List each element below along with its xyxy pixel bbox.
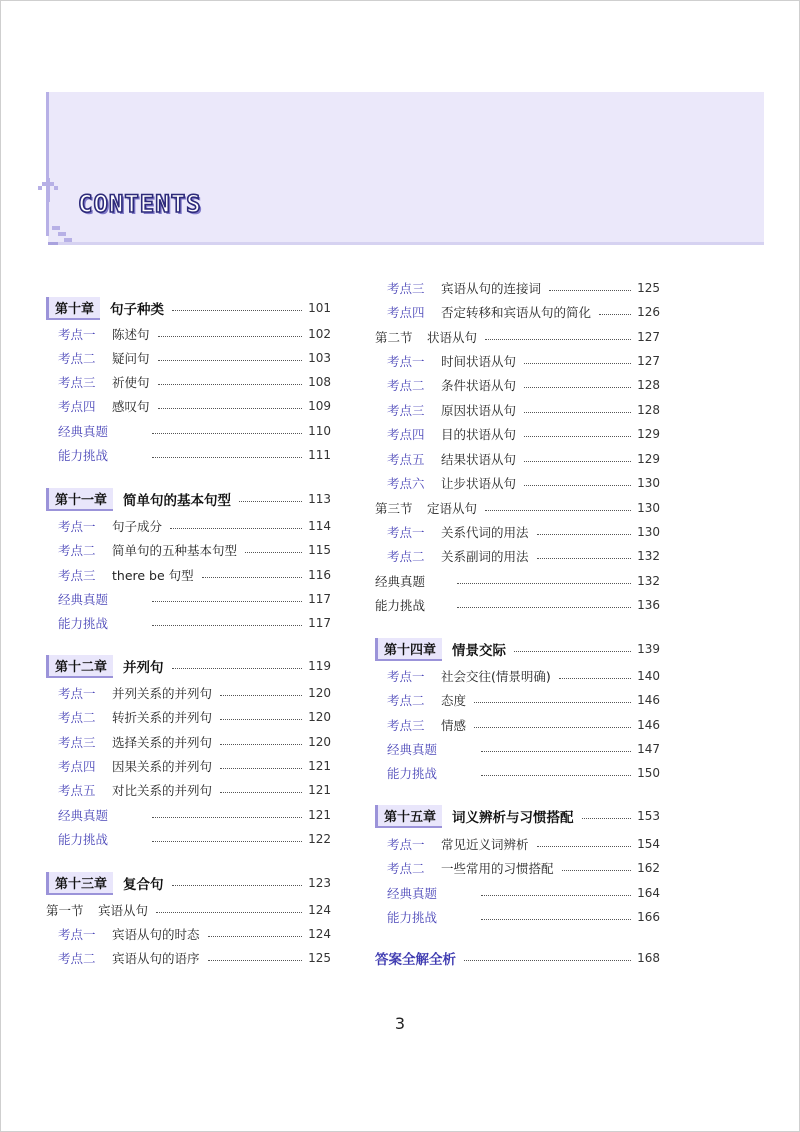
section-label: 经典真题 (58, 592, 109, 607)
dot-leader (172, 885, 303, 886)
page-number: 120 (308, 686, 331, 700)
dot-leader (239, 501, 302, 502)
page-number: 153 (637, 809, 660, 823)
toc-row[interactable] (46, 589, 331, 609)
chapter-title: 情景交际 (452, 643, 507, 659)
contents-title: CONTENTS (78, 190, 202, 218)
dot-leader (485, 339, 631, 340)
page-number: 114 (308, 519, 331, 533)
section-heading: 第一节 (46, 903, 84, 918)
page-number: 117 (308, 616, 331, 630)
toc-row[interactable] (46, 445, 331, 465)
topic-label: 考点三 (387, 718, 425, 733)
chapter-title: 复合句 (123, 877, 164, 893)
dot-leader (220, 695, 302, 696)
dot-leader (481, 751, 631, 752)
dot-leader (474, 702, 631, 703)
section-heading: 第三节 (375, 501, 413, 516)
toc-row[interactable] (46, 829, 331, 849)
toc-row[interactable] (46, 421, 331, 441)
topic-title: 一些常用的习惯搭配 (441, 861, 554, 876)
dot-leader (156, 912, 302, 913)
topic-label: 考点六 (387, 476, 425, 491)
section-label: 经典真题 (58, 808, 109, 823)
dot-leader (562, 870, 632, 871)
toc-row[interactable] (375, 351, 660, 371)
dot-leader (158, 336, 303, 337)
dot-leader (524, 461, 631, 462)
page-number: 124 (308, 927, 331, 941)
page-number: 140 (637, 669, 660, 683)
chapter-badge: 第十五章 (375, 805, 442, 828)
toc-row[interactable] (375, 400, 660, 420)
topic-title: 宾语从句的语序 (112, 951, 200, 966)
topic-label: 考点四 (387, 427, 425, 442)
topic-label: 考点二 (387, 693, 425, 708)
chapter-badge: 第十一章 (46, 488, 113, 511)
chapter-row[interactable] (46, 656, 331, 676)
chapter-row[interactable] (46, 489, 331, 509)
topic-title: 宾语从句的连接词 (441, 281, 542, 296)
topic-label: 考点三 (387, 403, 425, 418)
toc-row[interactable] (46, 372, 331, 392)
section-heading: 第二节 (375, 330, 413, 345)
dot-leader (474, 727, 631, 728)
page-number: 120 (308, 735, 331, 749)
topic-label: 考点一 (387, 669, 425, 684)
dot-leader (220, 744, 302, 745)
page-number: 136 (637, 598, 660, 612)
dot-leader (245, 552, 302, 553)
topic-label: 考点二 (58, 710, 96, 725)
dot-leader (464, 960, 631, 961)
chapter-title: 简单句的基本句型 (123, 493, 232, 509)
topic-title: 结果状语从句 (441, 452, 517, 467)
dot-leader (220, 792, 302, 793)
toc-row[interactable] (375, 327, 660, 347)
section-title: 宾语从句 (98, 903, 149, 918)
page-number: 130 (637, 476, 660, 490)
topic-title: there be 句型 (112, 568, 194, 583)
page-number: 120 (308, 710, 331, 724)
page-number: 164 (637, 886, 660, 900)
page-number: 147 (637, 742, 660, 756)
toc-row[interactable] (375, 834, 660, 854)
dot-leader (152, 841, 302, 842)
page-number: 110 (308, 424, 331, 438)
page-number: 127 (637, 330, 660, 344)
page-number: 139 (637, 642, 660, 656)
page-number: 125 (637, 281, 660, 295)
section-label: 经典真题 (375, 574, 426, 589)
topic-label: 考点四 (387, 305, 425, 320)
page-number: 130 (637, 501, 660, 515)
section-label: 能力挑战 (58, 832, 109, 847)
toc-row[interactable] (375, 375, 660, 395)
dot-leader (170, 528, 302, 529)
chapter-title: 词义辨析与习惯搭配 (452, 810, 574, 826)
topic-label: 考点一 (58, 686, 96, 701)
dot-leader (172, 310, 302, 311)
topic-title: 对比关系的并列句 (112, 783, 213, 798)
topic-label: 考点四 (58, 399, 96, 414)
dot-leader (537, 558, 632, 559)
page-number: 132 (637, 549, 660, 563)
toc-row[interactable] (46, 324, 331, 344)
toc-row[interactable] (46, 396, 331, 416)
chapter-badge: 第十二章 (46, 655, 113, 678)
topic-title: 并列关系的并列句 (112, 686, 213, 701)
topic-title: 时间状语从句 (441, 354, 517, 369)
dot-leader (202, 577, 302, 578)
dot-leader (582, 818, 632, 819)
dot-leader (481, 775, 631, 776)
dot-leader (158, 360, 303, 361)
topic-title: 关系代词的用法 (441, 525, 529, 540)
chapter-title: 并列句 (123, 660, 164, 676)
dot-leader (172, 668, 303, 669)
toc-row[interactable] (46, 516, 331, 536)
dot-leader (524, 363, 631, 364)
page-number: 130 (637, 525, 660, 539)
toc-right-column (375, 0, 660, 1132)
dot-leader (537, 846, 632, 847)
dot-leader (208, 936, 303, 937)
page-number: 166 (637, 910, 660, 924)
topic-label: 考点三 (58, 735, 96, 750)
section-title: 状语从句 (427, 330, 478, 345)
toc-row[interactable] (46, 924, 331, 944)
toc-row[interactable] (375, 763, 660, 783)
dot-leader (481, 919, 631, 920)
toc-row[interactable] (375, 948, 660, 968)
section-label: 能力挑战 (375, 598, 426, 613)
page-number: 116 (308, 568, 331, 582)
page-number: 154 (637, 837, 660, 851)
toc-row[interactable] (375, 449, 660, 469)
page-number: 127 (637, 354, 660, 368)
page-number: 132 (637, 574, 660, 588)
page-number: 121 (308, 759, 331, 773)
topic-title: 社会交往(情景明确) (441, 669, 551, 684)
toc-row[interactable] (375, 883, 660, 903)
page-number: 113 (308, 492, 331, 506)
section-label: 能力挑战 (387, 766, 438, 781)
topic-title: 简单句的五种基本句型 (112, 543, 238, 558)
topic-title: 目的状语从句 (441, 427, 517, 442)
toc-row[interactable] (375, 907, 660, 927)
page-number: 129 (637, 452, 660, 466)
toc-row[interactable] (46, 540, 331, 560)
toc-row[interactable] (46, 565, 331, 585)
toc-row[interactable] (375, 278, 660, 298)
section-label: 能力挑战 (387, 910, 438, 925)
dot-leader (457, 583, 631, 584)
topic-title: 句子成分 (112, 519, 163, 534)
dot-leader (524, 485, 631, 486)
dot-leader (485, 510, 631, 511)
toc-row[interactable] (375, 690, 660, 710)
toc-row[interactable] (46, 732, 331, 752)
dot-leader (537, 534, 632, 535)
dot-leader (158, 408, 303, 409)
topic-label: 考点五 (58, 783, 96, 798)
toc-row[interactable] (375, 666, 660, 686)
topic-label: 考点二 (58, 351, 96, 366)
page-number: 121 (308, 783, 331, 797)
toc-row[interactable] (46, 900, 331, 920)
page-number: 123 (308, 876, 331, 890)
chapter-badge: 第十三章 (46, 872, 113, 895)
topic-label: 考点一 (58, 327, 96, 342)
chapter-badge: 第十章 (46, 297, 100, 320)
page-number: 101 (308, 301, 331, 315)
dot-leader (152, 601, 302, 602)
toc-row[interactable] (375, 546, 660, 566)
topic-title: 感叹句 (112, 399, 150, 414)
topic-title: 原因状语从句 (441, 403, 517, 418)
toc-row[interactable] (46, 707, 331, 727)
toc-row[interactable] (46, 805, 331, 825)
topic-label: 考点二 (387, 549, 425, 564)
page-number: 128 (637, 403, 660, 417)
page-number: 109 (308, 399, 331, 413)
dot-leader (549, 290, 631, 291)
section-label: 经典真题 (58, 424, 109, 439)
page-number-footer: 3 (394, 1014, 406, 1033)
toc-row[interactable] (375, 715, 660, 735)
topic-label: 考点一 (58, 927, 96, 942)
toc-row[interactable] (46, 780, 331, 800)
topic-label: 考点一 (58, 519, 96, 534)
section-label: 经典真题 (387, 742, 438, 757)
page-number: 111 (308, 448, 331, 462)
topic-title: 祈使句 (112, 375, 150, 390)
page-number: 125 (308, 951, 331, 965)
topic-title: 宾语从句的时态 (112, 927, 200, 942)
topic-label: 考点五 (387, 452, 425, 467)
toc-row[interactable] (46, 948, 331, 968)
toc-row[interactable] (46, 683, 331, 703)
topic-title: 转折关系的并列句 (112, 710, 213, 725)
toc-row[interactable] (46, 348, 331, 368)
chapter-row[interactable] (375, 639, 660, 659)
dot-leader (524, 387, 631, 388)
section-title: 定语从句 (427, 501, 478, 516)
toc-row[interactable] (375, 473, 660, 493)
page-number: 126 (637, 305, 660, 319)
dot-leader (152, 433, 302, 434)
dot-leader (208, 960, 303, 961)
topic-title: 态度 (441, 693, 467, 708)
topic-label: 考点三 (387, 281, 425, 296)
page-number: 102 (308, 327, 331, 341)
topic-title: 选择关系的并列句 (112, 735, 213, 750)
page-number: 129 (637, 427, 660, 441)
topic-title: 让步状语从句 (441, 476, 517, 491)
topic-title: 因果关系的并列句 (112, 759, 213, 774)
topic-label: 考点二 (387, 861, 425, 876)
topic-label: 考点一 (387, 354, 425, 369)
topic-title: 情感 (441, 718, 467, 733)
topic-label: 考点三 (58, 568, 96, 583)
page-number: 115 (308, 543, 331, 557)
chapter-row[interactable] (46, 298, 331, 318)
page-number: 168 (637, 951, 660, 965)
toc-row[interactable] (375, 498, 660, 518)
toc-row[interactable] (375, 522, 660, 542)
page-number: 124 (308, 903, 331, 917)
page-number: 103 (308, 351, 331, 365)
dot-leader (599, 314, 631, 315)
page-number: 146 (637, 718, 660, 732)
answers-label: 答案全解全析 (375, 952, 456, 968)
dot-leader (152, 817, 302, 818)
toc-row[interactable] (375, 571, 660, 591)
topic-label: 考点二 (387, 378, 425, 393)
dot-leader (220, 719, 302, 720)
toc-row[interactable] (375, 739, 660, 759)
chapter-row[interactable] (375, 806, 660, 826)
section-label: 能力挑战 (58, 448, 109, 463)
topic-title: 疑问句 (112, 351, 150, 366)
topic-title: 常见近义词辨析 (441, 837, 529, 852)
dot-leader (514, 651, 631, 652)
topic-label: 考点一 (387, 837, 425, 852)
page-number: 119 (308, 659, 331, 673)
page-number: 121 (308, 808, 331, 822)
toc-row[interactable] (375, 858, 660, 878)
topic-label: 考点二 (58, 543, 96, 558)
dot-leader (220, 768, 302, 769)
toc-row[interactable] (375, 302, 660, 322)
dot-leader (457, 607, 631, 608)
dot-leader (524, 436, 631, 437)
dot-leader (524, 412, 631, 413)
page-number: 128 (637, 378, 660, 392)
chapter-badge: 第十四章 (375, 638, 442, 661)
page-number: 150 (637, 766, 660, 780)
topic-title: 否定转移和宾语从句的简化 (441, 305, 592, 320)
page-number: 162 (637, 861, 660, 875)
page-number: 122 (308, 832, 331, 846)
topic-label: 考点二 (58, 951, 96, 966)
dot-leader (158, 384, 303, 385)
topic-label: 考点三 (58, 375, 96, 390)
section-label: 经典真题 (387, 886, 438, 901)
topic-label: 考点四 (58, 759, 96, 774)
toc-left-column (46, 0, 331, 1132)
toc-row[interactable] (46, 613, 331, 633)
dot-leader (481, 895, 631, 896)
topic-title: 陈述句 (112, 327, 150, 342)
topic-title: 条件状语从句 (441, 378, 517, 393)
page-number: 108 (308, 375, 331, 389)
dot-leader (152, 457, 302, 458)
chapter-row[interactable] (46, 873, 331, 893)
topic-label: 考点一 (387, 525, 425, 540)
section-label: 能力挑战 (58, 616, 109, 631)
toc-row[interactable] (375, 595, 660, 615)
dot-leader (152, 625, 302, 626)
chapter-title: 句子种类 (110, 302, 165, 318)
toc-row[interactable] (46, 756, 331, 776)
dot-leader (559, 678, 631, 679)
page-number: 117 (308, 592, 331, 606)
toc-row[interactable] (375, 424, 660, 444)
topic-title: 关系副词的用法 (441, 549, 529, 564)
page-number: 146 (637, 693, 660, 707)
